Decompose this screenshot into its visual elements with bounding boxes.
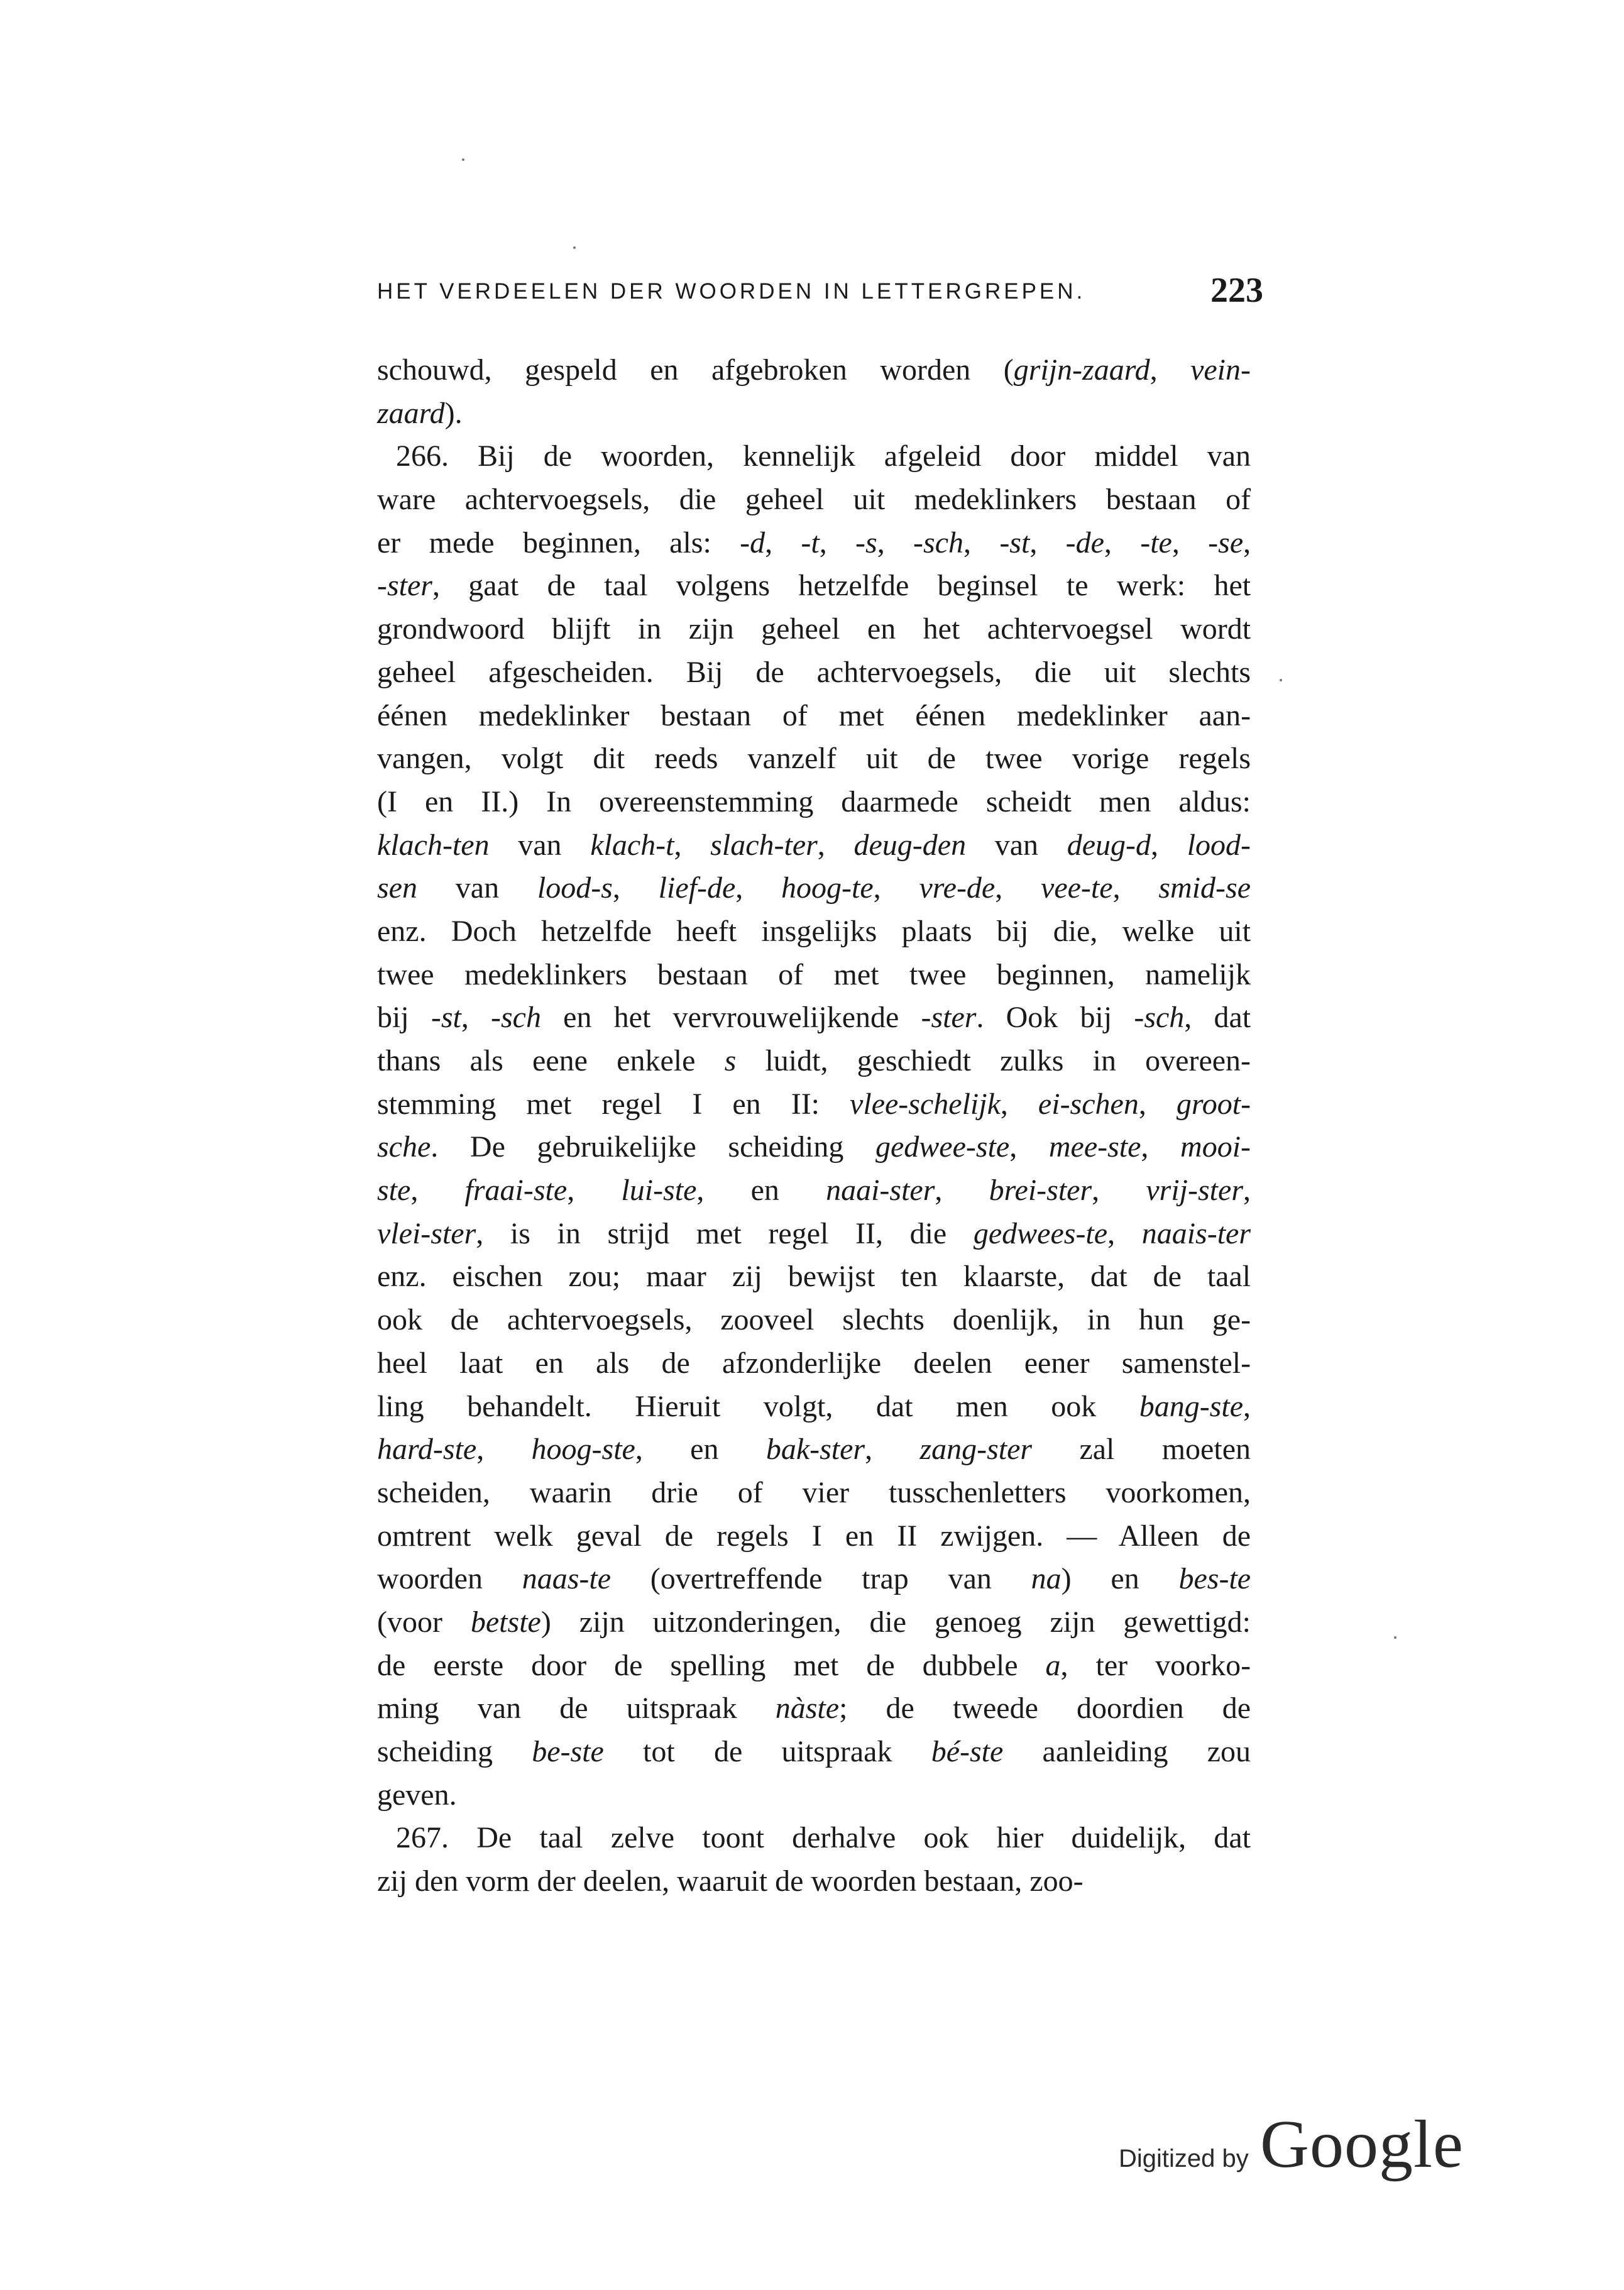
digitized-by-label: Digitized by: [1119, 2145, 1249, 2172]
text-line: zij den vorm der deelen, waaruit de woorden bestaan, zoo-: [377, 1864, 1084, 1898]
text-line: bij -st, -sch en het vervrouwelijkende -ster. Ook bij -sch, dat: [377, 1001, 1251, 1035]
text-line: stemming met regel I en II: vlee-schelijk, ei-schen, groot-: [377, 1087, 1251, 1121]
text-line: zaard).: [377, 396, 463, 430]
text-line: (I en II.) In overeenstemming daarmede scheidt men aldus:: [377, 784, 1251, 818]
text-line: ook de achtervoegsels, zooveel slechts doenlijk, in hun ge-: [377, 1303, 1251, 1337]
digitized-by-google-watermark: [1119, 2106, 1464, 2182]
text-line: 266. Bij de woorden, kennelijk afgeleid door middel van: [396, 439, 1251, 473]
page-number: 223: [1210, 271, 1263, 310]
text-line: ste, fraai-ste, lui-ste, en naai-ster, brei-ster, vrij-ster,: [377, 1174, 1251, 1208]
text-line: scheiden, waarin drie of vier tusschenletters voorkomen,: [377, 1475, 1251, 1509]
text-line: sche. De gebruikelijke scheiding gedwee-ste, mee-ste, mooi-: [377, 1130, 1251, 1164]
text-line: thans als eene enkele s luidt, geschiedt zulks in overeen-: [377, 1044, 1251, 1077]
scan-speck: [462, 158, 464, 161]
text-line: ming van de uitspraak nàste; de tweede doordien de: [377, 1692, 1251, 1726]
text-line: twee medeklinkers bestaan of met twee beginnen, namelijk: [377, 957, 1251, 991]
running-head: HET VERDEELEN DER WOORDEN IN LETTERGREPEN.: [377, 279, 1086, 304]
text-line: éénen medeklinker bestaan of met éénen medeklinker aan-: [377, 698, 1251, 732]
text-line: grondwoord blijft in zijn geheel en het achtervoegsel wordt: [377, 612, 1251, 646]
text-line: geven.: [377, 1778, 457, 1812]
text-line: scheiding be-ste tot de uitspraak bé-ste aanleiding zou: [377, 1735, 1251, 1768]
text-line: omtrent welk geval de regels I en II zwijgen. — Alleen de: [377, 1519, 1251, 1553]
text-line: sen van lood-s, lief-de, hoog-te, vre-de, vee-te, smid-se: [377, 871, 1251, 905]
text-line: ware achtervoegsels, die geheel uit medeklinkers bestaan of: [377, 483, 1251, 517]
body-text: [377, 349, 1251, 1903]
text-line: er mede beginnen, als: -d, -t, -s, -sch, -st, -de, -te, -se,: [377, 526, 1251, 559]
page-header: [377, 270, 1263, 314]
text-line: enz. Doch hetzelfde heeft insgelijks plaats bij die, welke uit: [377, 914, 1251, 948]
text-line: schouwd, gespeld en afgebroken worden (grijn-zaard, vein-: [377, 353, 1251, 387]
text-line: vlei-ster, is in strijd met regel II, die gedwees-te, naais-ter: [377, 1216, 1251, 1250]
text-line: de eerste door de spelling met de dubbele a, ter voorko-: [377, 1648, 1251, 1682]
text-line: ling behandelt. Hieruit volgt, dat men ook bang-ste,: [377, 1389, 1251, 1423]
text-line: -ster, gaat de taal volgens hetzelfde beginsel te werk: het: [377, 569, 1251, 603]
text-line: geheel afgescheiden. Bij de achtervoegsels, die uit slechts: [377, 655, 1251, 689]
text-line: woorden naas-te (overtreffende trap van na) en bes-te: [377, 1562, 1251, 1596]
text-line: hard-ste, hoog-ste, en bak-ster, zang-ster zal moeten: [377, 1433, 1251, 1467]
text-line: enz. eischen zou; maar zij bewijst ten klaarste, dat de taal: [377, 1260, 1251, 1294]
scan-speck: [1280, 679, 1282, 681]
scan-speck: [1394, 1636, 1396, 1639]
text-line: heel laat en als de afzonderlijke deelen eener samenstel-: [377, 1346, 1251, 1380]
google-logo: Google: [1260, 2107, 1464, 2182]
text-line: (voor betste) zijn uitzonderingen, die genoeg zijn gewettigd:: [377, 1605, 1251, 1639]
text-line: 267. De taal zelve toont derhalve ook hier duidelijk, dat: [396, 1821, 1251, 1855]
scan-speck: [573, 246, 576, 249]
text-line: vangen, volgt dit reeds vanzelf uit de twee vorige regels: [377, 742, 1251, 776]
text-line: klach-ten van klach-t, slach-ter, deug-den van deug-d, lood-: [377, 828, 1251, 862]
